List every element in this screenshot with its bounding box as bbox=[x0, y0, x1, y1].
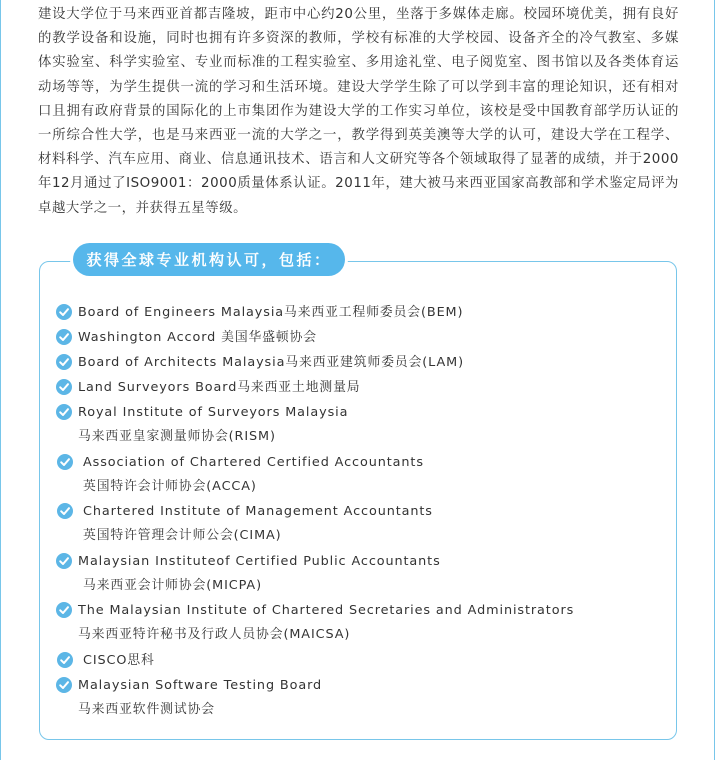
list-item bbox=[56, 650, 666, 675]
item-line2: 英国特许会计师协会(ACCA) bbox=[83, 478, 257, 494]
item-line2: 马来西亚特许秘书及行政人员协会(MAICSA) bbox=[78, 627, 351, 642]
item-line1: Board of Architects Malaysia马来西亚建筑师委员会(LAM) bbox=[78, 355, 464, 370]
list-item bbox=[56, 600, 666, 650]
item-line2: 英国特许管理会计师公会(CIMA) bbox=[83, 528, 282, 543]
list-item bbox=[56, 302, 666, 327]
check-circle-icon bbox=[56, 602, 72, 618]
list-item bbox=[56, 675, 666, 725]
check-circle-icon bbox=[57, 454, 73, 470]
check-circle-icon bbox=[56, 553, 72, 569]
item-line1: Malaysian Instituteof Certified Public Accountants bbox=[78, 553, 441, 569]
item-line1: CISCO思科 bbox=[83, 652, 155, 668]
list-item bbox=[56, 377, 666, 402]
item-line1: Washington Accord 美国华盛顿协会 bbox=[78, 330, 318, 345]
item-line1: Royal Institute of Surveyors Malaysia bbox=[78, 405, 349, 420]
accreditation-list bbox=[56, 302, 666, 724]
item-line1: Land Surveyors Board马来西亚土地测量局 bbox=[78, 380, 361, 395]
check-circle-icon bbox=[56, 677, 72, 693]
item-line1: Association of Chartered Certified Accountants bbox=[83, 454, 424, 470]
list-item bbox=[56, 551, 666, 601]
item-line1: Chartered Institute of Management Accountants bbox=[83, 504, 433, 519]
intro-paragraph: 建设大学位于马来西亚首都吉隆坡，距市中心约20公里，坐落于多媒体走廊。校园环境优美，拥有良好的教学设备和设施，同时也拥有许多资深的教师，学校有标准的大学校园、设备齐全的冷气教室、多媒体实验室、科学实验室、专业而标准的工程实验室、多用途礼堂、电子阅览室、图书馆以及各类体育运动场等等，为学生提供一流的学习和生活环境。建设大学学生除了可以学到丰富的理论知识，还有相对口且拥有政府背景的国际化的上市集团作为建设大学的工作实习单位，该校是受中国教育部学历认证的一所综合性大学，也是马来西亚一流的大学之一，教学得到英美澳等大学的认可，建设大学在工程学、材料科学、汽车应用、商业、信息通讯技术、语言和人文研究等各个领域取得了显著的成绩，并于2000年12月通过了ISO9001：2000质量体系认证。2011年，建大被马来西亚国家高教部和学术鉴定局评为卓越大学之一，并获得五星等级。 bbox=[38, 7, 679, 216]
item-line1: Board of Engineers Malaysia马来西亚工程师委员会(BEM) bbox=[78, 305, 464, 320]
list-item bbox=[56, 402, 666, 452]
list-item bbox=[56, 501, 666, 551]
check-circle-icon bbox=[56, 404, 72, 420]
item-line2: 马来西亚会计师协会(MICPA) bbox=[83, 577, 262, 593]
check-circle-icon bbox=[56, 379, 72, 395]
list-item bbox=[56, 452, 666, 502]
section-title-badge: 获得全球专业机构认可，包括： bbox=[73, 243, 345, 276]
item-line2: 马来西亚软件测试协会 bbox=[78, 701, 215, 717]
check-circle-icon bbox=[57, 503, 73, 519]
check-circle-icon bbox=[57, 652, 73, 668]
check-circle-icon bbox=[56, 329, 72, 345]
item-line2: 马来西亚皇家测量师协会(RISM) bbox=[78, 429, 276, 444]
item-line1: Malaysian Software Testing Board bbox=[78, 677, 323, 693]
list-item bbox=[56, 327, 666, 352]
list-item bbox=[56, 352, 666, 377]
item-line1: The Malaysian Institute of Chartered Secretaries and Administrators bbox=[78, 603, 575, 618]
check-circle-icon bbox=[56, 304, 72, 320]
check-circle-icon bbox=[56, 354, 72, 370]
